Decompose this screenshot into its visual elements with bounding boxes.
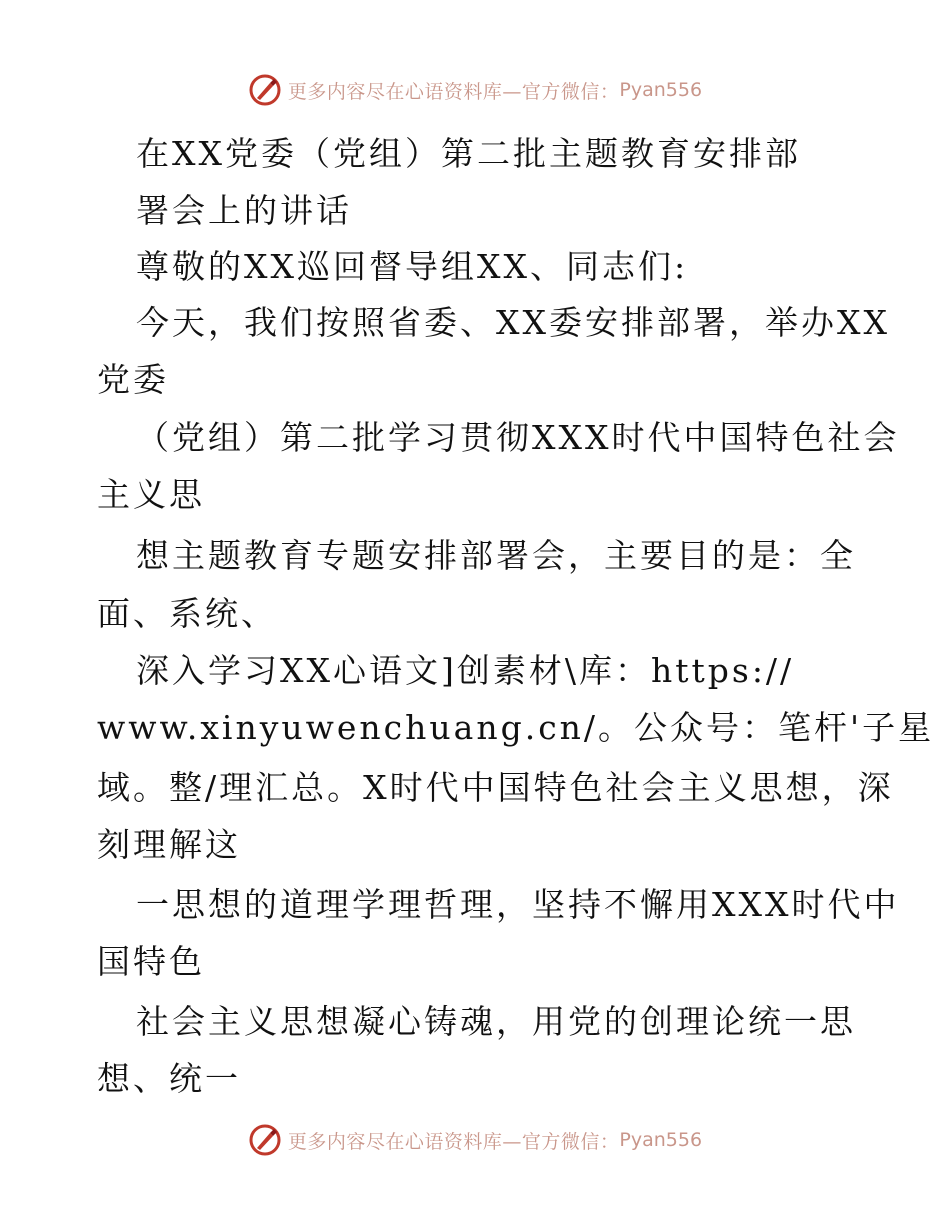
body-line: （党组）第二批学习贯彻XXX时代中国特色社会	[136, 418, 900, 457]
body-line: 想主题教育专题安排部署会，主要目的是：全	[136, 536, 856, 575]
watermark-wechat-id: Pyan556	[619, 1129, 703, 1151]
body-line: 面、系统、	[97, 594, 277, 633]
salutation: 尊敬的XX巡回督导组XX、同志们:	[136, 247, 689, 286]
watermark-text: 更多内容尽在心语资料库—官方微信：	[287, 80, 620, 103]
body-line: 党委	[97, 360, 169, 399]
footer-watermark	[0, 1120, 950, 1160]
body-line: 刻理解这	[97, 825, 241, 864]
pen-logo-icon	[248, 73, 282, 107]
watermark-text: 更多内容尽在心语资料库—官方微信：	[287, 1130, 620, 1153]
watermark-wechat-id: Pyan556	[619, 79, 703, 101]
body-line: 深入学习XX心语文]创素材\库：https://	[136, 651, 795, 690]
body-line: www.xinyuwenchuang.cn/。公众号：笔杆'子星	[97, 708, 935, 747]
header-watermark	[0, 70, 950, 110]
title-line-1: 在XX党委（党组）第二批主题教育安排部	[136, 134, 801, 173]
body-line: 域。整/理汇总。X时代中国特色社会主义思想，深	[97, 768, 894, 807]
title-line-2: 署会上的讲话	[136, 191, 352, 230]
body-line: 今天，我们按照省委、XX委安排部署，举办XX	[136, 303, 890, 342]
body-line: 国特色	[97, 942, 205, 981]
body-line: 一思想的道理学理哲理，坚持不懈用XXX时代中	[136, 885, 900, 924]
body-line: 想、统一	[97, 1059, 241, 1098]
body-line: 社会主义思想凝心铸魂，用党的创理论统一思	[136, 1002, 856, 1041]
body-line: 主义思	[97, 475, 205, 514]
pen-logo-icon	[248, 1123, 282, 1157]
